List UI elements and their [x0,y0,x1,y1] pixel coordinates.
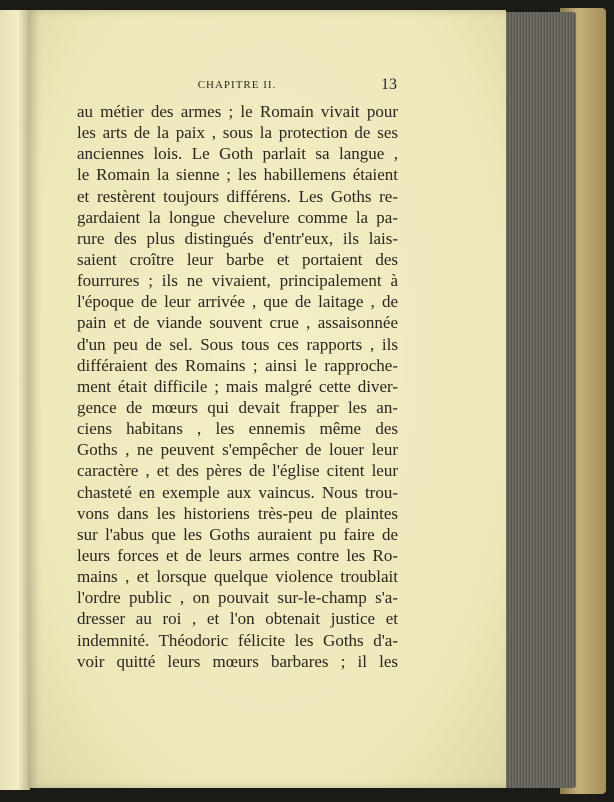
text-line: fourrures ; ils ne vivaient, principalement à [77,271,398,291]
text-line: leurs forces et de leurs armes contre les Ro- [77,545,398,565]
text-line: anciennes lois. Le Goth parlait sa langue , [77,144,398,164]
page-number: 13 [381,76,397,93]
text-line: d'un peu de sel. Sous tous ces rapports , ils [77,334,398,354]
text-line: rure des plus distingués d'entr'eux, ils lais- [77,228,398,248]
text-line: au métier des armes ; le Romain vivait pour [77,102,398,121]
chapter-title: CHAPITRE II. [197,79,277,91]
running-header [77,76,397,96]
text-line: pain et de viande souvent crue , assaisonnée [77,313,398,333]
text-line: sur l'abus que les Goths auraient pu faire de [77,524,398,544]
text-line: gardaient la longue chevelure comme la pa- [77,207,398,227]
text-line: le Romain la sienne ; les habillemens étaient [77,165,398,185]
text-line: voir quitté leurs mœurs barbares ; il les [77,651,398,671]
text-line: l'époque de leur arrivée , que de laitage , de [77,292,398,312]
page-edges [500,12,576,788]
text-line: différaient des Romains ; ainsi le rapproche- [77,355,398,375]
text-line: l'ordre public , on pouvait sur-le-champ s'a- [77,588,398,608]
text-line: Goths , ne peuvent s'empêcher de louer leur [77,440,398,460]
text-line: ment était difficile ; mais malgré cette diver- [77,376,398,396]
text-line: gence de mœurs qui devait frapper les an- [77,397,398,417]
text-line: dresser au roi , et l'on obtenait justice et [77,609,398,629]
text-line: chasteté en exemple aux vaincus. Nous trou- [77,482,398,502]
text-line: saient croître leur barbe et portaient des [77,249,398,269]
text-line: indemnité. Théodoric félicite les Goths d'a- [77,630,398,650]
page-text [77,101,398,672]
text-line: mains , et lorsque quelque violence troublait [77,567,398,587]
text-line: ciens habitans , les ennemis même des [77,419,398,439]
left-page-strip [0,10,30,790]
text-line: caractère , et des pères de l'église citent leur [77,461,398,481]
text-line: vons dans les historiens très-peu de plaintes [77,503,398,523]
text-line: les arts de la paix , sous la protection de ses [77,123,398,143]
text-line: et restèrent toujours différens. Les Goths re- [77,186,398,206]
